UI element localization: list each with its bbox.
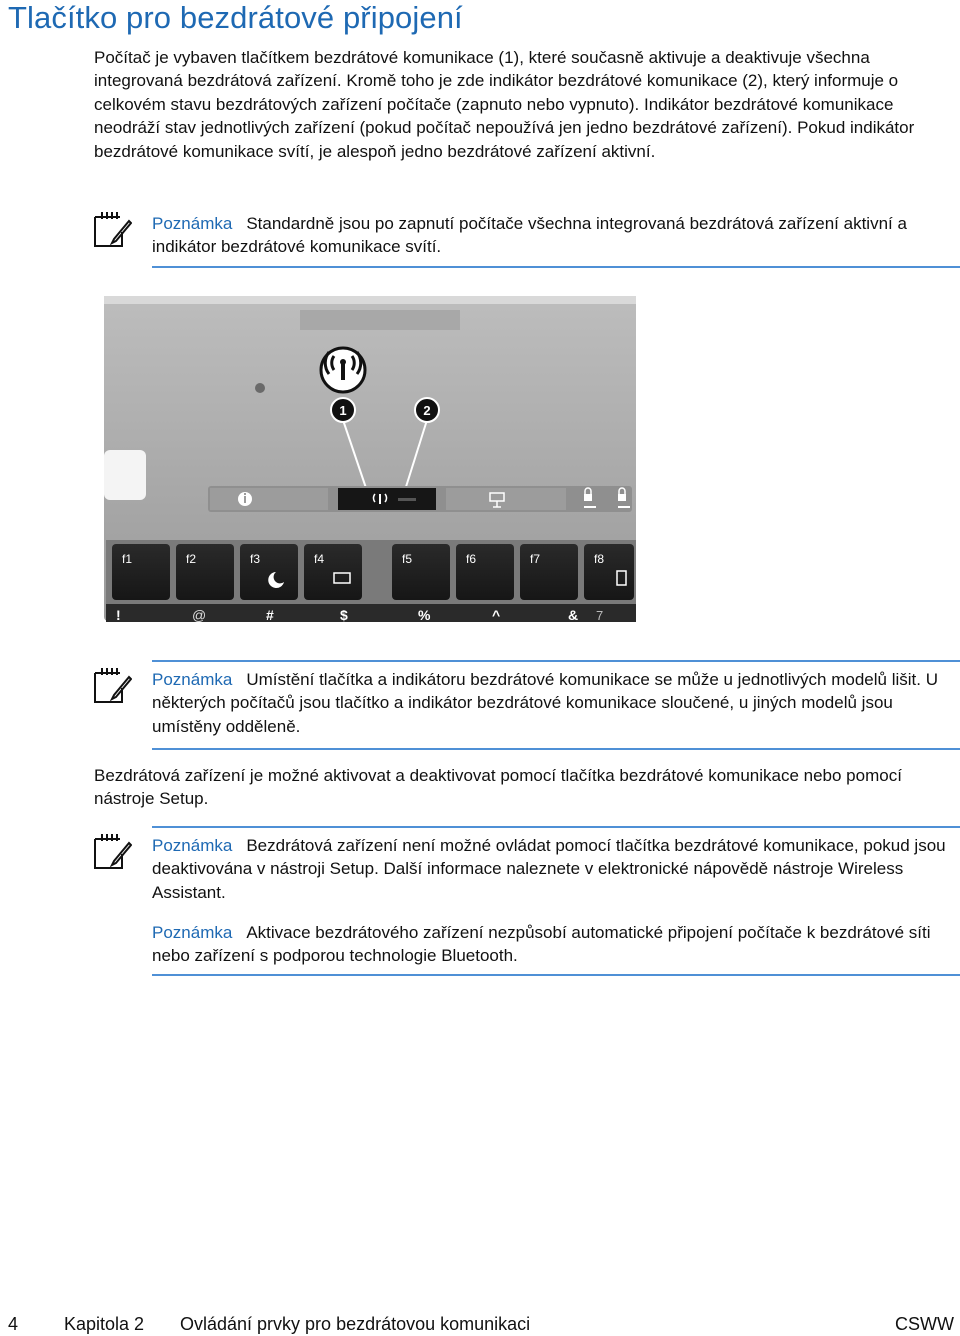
page-number: 4 bbox=[8, 1314, 19, 1334]
note-divider bbox=[152, 660, 960, 662]
key-f3[interactable] bbox=[240, 544, 298, 600]
key-f4[interactable] bbox=[304, 544, 362, 600]
note-text: Aktivace bezdrátového zařízení nezpůsobí automatické připojení počítače k bezdrátové síti nebo zařízení s podporou technologie Bluetooth. bbox=[152, 923, 931, 966]
key-label: f8 bbox=[594, 552, 605, 566]
wireless-indicator-light bbox=[398, 498, 416, 501]
key-label: % bbox=[418, 607, 431, 623]
note-text: Umístění tlačítka a indikátoru bezdrátové komunikace se může u jednotlivých modelů lišit. U některých počítačů jsou tlačítko a indikátor bezdrátové komunikace sloučené, u jiných modelů jsou umístěny odděleně. bbox=[152, 670, 938, 736]
keyboard-figure bbox=[100, 290, 640, 625]
note-divider bbox=[152, 266, 960, 268]
note-text: Standardně jsou po zapnutí počítače všechna integrovaná bezdrátová zařízení aktivní a indikátor bezdrátové komunikace svítí. bbox=[152, 214, 907, 257]
key-f5[interactable] bbox=[392, 544, 450, 600]
note-label: Poznámka bbox=[152, 214, 233, 233]
note-pencil-icon bbox=[92, 666, 132, 704]
note-label: Poznámka bbox=[152, 670, 233, 689]
key-f1[interactable] bbox=[112, 544, 170, 600]
note-pencil-icon bbox=[92, 832, 132, 870]
chapter-title: Ovládání prvky pro bezdrátovou komunikaci bbox=[180, 1314, 531, 1334]
key-label: & bbox=[568, 607, 579, 623]
button-strip bbox=[208, 486, 632, 512]
key-label: f2 bbox=[186, 552, 197, 566]
ambient-sensor bbox=[255, 383, 265, 393]
page-title: Tlačítko pro bezdrátové připojení bbox=[8, 0, 463, 35]
key-label: $ bbox=[340, 607, 348, 623]
key-label: f7 bbox=[530, 552, 541, 566]
callout-label: 2 bbox=[423, 403, 431, 418]
note-4 bbox=[152, 921, 960, 968]
key-f8[interactable] bbox=[584, 544, 634, 600]
function-key-row bbox=[106, 540, 636, 610]
note-divider bbox=[152, 826, 960, 828]
callout-label: 1 bbox=[339, 403, 347, 418]
key-label: @ bbox=[192, 607, 207, 623]
note-divider bbox=[152, 974, 960, 976]
key-f6[interactable] bbox=[456, 544, 514, 600]
speaker-grille bbox=[104, 450, 146, 500]
note-pencil-icon bbox=[92, 210, 132, 248]
key-label: # bbox=[266, 607, 274, 623]
chapter-label: Kapitola 2 bbox=[64, 1314, 145, 1334]
wireless-icon bbox=[321, 348, 365, 392]
key-label: 7 bbox=[596, 608, 604, 623]
key-label: ^ bbox=[492, 607, 501, 623]
note-label: Poznámka bbox=[152, 923, 233, 942]
key-label: ! bbox=[116, 607, 121, 623]
presentation-button[interactable] bbox=[446, 488, 566, 510]
key-label: f5 bbox=[402, 552, 413, 566]
note-label: Poznámka bbox=[152, 836, 233, 855]
middle-paragraph: Bezdrátová zařízení je možné aktivovat a deaktivovat pomocí tlačítka bezdrátové komunikace nebo pomocí nástroje Setup. bbox=[94, 766, 902, 809]
key-label: f6 bbox=[466, 552, 477, 566]
key-f2[interactable] bbox=[176, 544, 234, 600]
key-label: f3 bbox=[250, 552, 261, 566]
note-divider bbox=[152, 748, 960, 750]
info-button[interactable] bbox=[210, 488, 328, 510]
note-text: Bezdrátová zařízení není možné ovládat pomocí tlačítka bezdrátové komunikace, pokud jsou deaktivována v nástroji Setup. Další informace naleznete v elektronické nápovědě nástroje Wireless Assistant. bbox=[152, 836, 946, 902]
document-code: CSWW bbox=[895, 1314, 954, 1334]
number-key-row bbox=[106, 604, 636, 623]
intro-paragraph: Počítač je vybaven tlačítkem bezdrátové komunikace (1), které současně aktivuje a deaktivuje všechna integrovaná bezdrátová zařízení. Kromě toho je zde indikátor bezdrátové komunikace (2), který informuje o celkovém stavu bezdrátových zařízení počítače (zapnuto nebo vypnuto). Indikátor bezdrátové komunikace neodráží stav jednotlivých zařízení (pokud počítač nepoužívá jen jedno bezdrátové zařízení). Pokud indikátor bezdrátové komunikace svítí, je alespoň jedno bezdrátové zařízení aktivní. bbox=[94, 48, 915, 161]
key-label: f1 bbox=[122, 552, 133, 566]
key-f7[interactable] bbox=[520, 544, 578, 600]
key-label: f4 bbox=[314, 552, 325, 566]
